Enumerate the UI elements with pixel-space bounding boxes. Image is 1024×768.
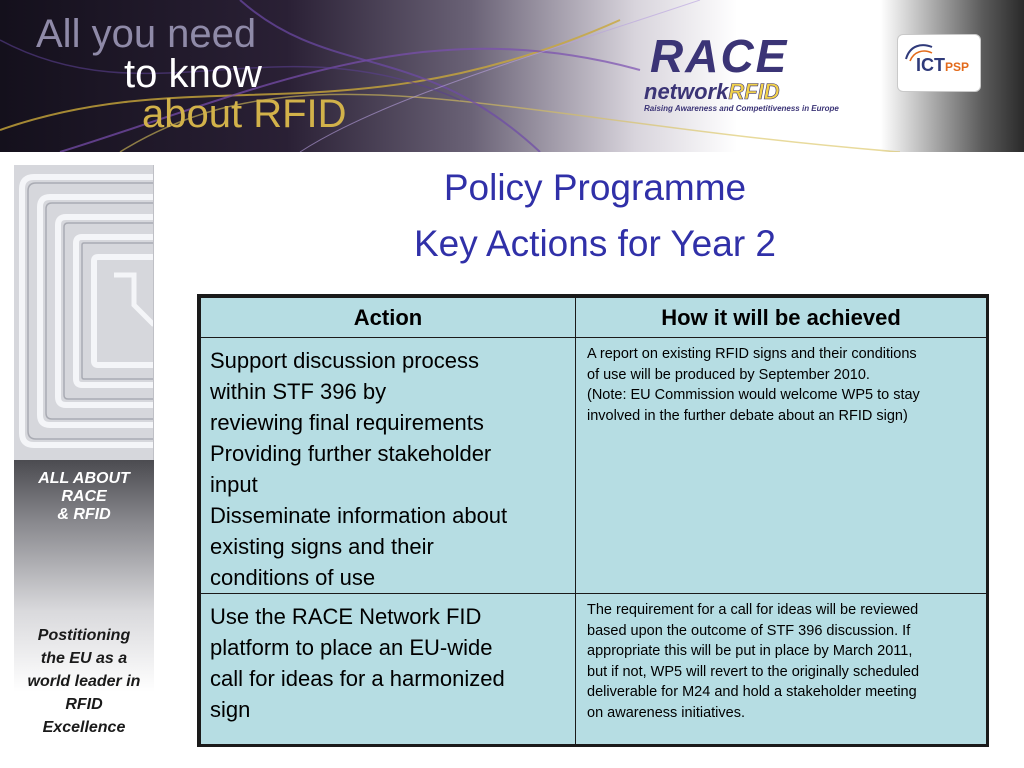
race-logo-word: RACE: [650, 30, 789, 82]
psp-text: PSP: [945, 60, 970, 74]
action-line: sign: [210, 697, 251, 722]
achieved-cell: [576, 594, 987, 745]
all-about-line: RACE: [61, 488, 107, 505]
action-line: Use the RACE Network FID: [210, 604, 482, 629]
key-actions-table: [197, 294, 989, 747]
achieved-line: appropriate this will be put in place by March 2011,: [587, 643, 913, 659]
table-row: [201, 594, 987, 745]
tagline: [36, 14, 347, 134]
ict-psp-text: [916, 55, 969, 76]
action-line: reviewing final requirements: [210, 410, 484, 435]
action-cell: [201, 594, 576, 745]
achieved-cell: [576, 338, 987, 594]
achieved-line: (Note: EU Commission would welcome WP5 to stay: [587, 387, 920, 403]
column-header-achieved: How it will be achieved: [576, 298, 987, 338]
achieved-line: on awareness initiatives.: [587, 704, 745, 721]
achieved-line: involved in the further debate about an RFID sign): [587, 407, 908, 424]
positioning-line: RFID: [65, 696, 103, 713]
positioning-text: [14, 624, 154, 739]
action-line: input: [210, 472, 258, 497]
slide-title: [330, 160, 860, 272]
ict-text: ICT: [916, 55, 945, 75]
achieved-line: deliverable for M24 and hold a stakeholder meeting: [587, 684, 917, 700]
tagline-line-1: All you need: [36, 12, 257, 56]
action-line: call for ideas for a harmonized: [210, 666, 505, 691]
header-banner: [0, 0, 1024, 152]
all-about-line: ALL ABOUT: [38, 470, 130, 487]
action-line: Disseminate information about: [210, 503, 508, 528]
table-row: [201, 338, 987, 594]
rfid-antenna-image: [14, 165, 154, 460]
achieved-line: The requirement for a call for ideas will be reviewed: [587, 602, 919, 618]
table-header-row: [201, 298, 987, 338]
key-actions-grid: [200, 297, 987, 745]
achieved-line: A report on existing RFID signs and their conditions: [587, 346, 917, 362]
ict-psp-logo: [897, 34, 981, 92]
action-line: existing signs and their: [210, 534, 434, 559]
action-cell: [201, 338, 576, 594]
tagline-line-2: to know: [124, 52, 262, 96]
positioning-line: Excellence: [42, 719, 126, 736]
race-logo-network-text: network: [644, 79, 729, 104]
action-line: within STF 396 by: [210, 379, 387, 404]
positioning-line: Postitioning: [37, 627, 131, 644]
positioning-line: the EU as a: [40, 650, 128, 667]
action-line: Providing further stakeholder: [210, 441, 492, 466]
sidebar-panel: [14, 460, 154, 750]
slide-title-line-1: Policy Programme: [443, 167, 747, 208]
race-logo-network: [644, 80, 850, 104]
action-line: Support discussion process: [210, 348, 480, 373]
slide-title-line-2: Key Actions for Year 2: [413, 223, 776, 264]
column-header-action: Action: [201, 298, 576, 338]
all-about-line: & RFID: [57, 506, 111, 523]
tagline-line-3: about RFID: [142, 92, 347, 136]
positioning-line: world leader in: [27, 673, 141, 690]
achieved-line: but if not, WP5 will revert to the originally scheduled: [587, 663, 920, 680]
race-logo-rfid-text: RFID: [728, 79, 780, 104]
all-about-heading: [14, 470, 154, 524]
achieved-line: based upon the outcome of STF 396 discussion. If: [587, 622, 911, 639]
action-line: conditions of use: [210, 565, 376, 590]
race-network-rfid-logo: [640, 32, 850, 124]
rfid-coil-icon: [14, 165, 154, 460]
race-logo-subtitle: Raising Awareness and Competitiveness in Europe: [644, 104, 839, 113]
achieved-line: of use will be produced by September 2010.: [587, 366, 870, 383]
action-line: platform to place an EU-wide: [210, 635, 493, 660]
